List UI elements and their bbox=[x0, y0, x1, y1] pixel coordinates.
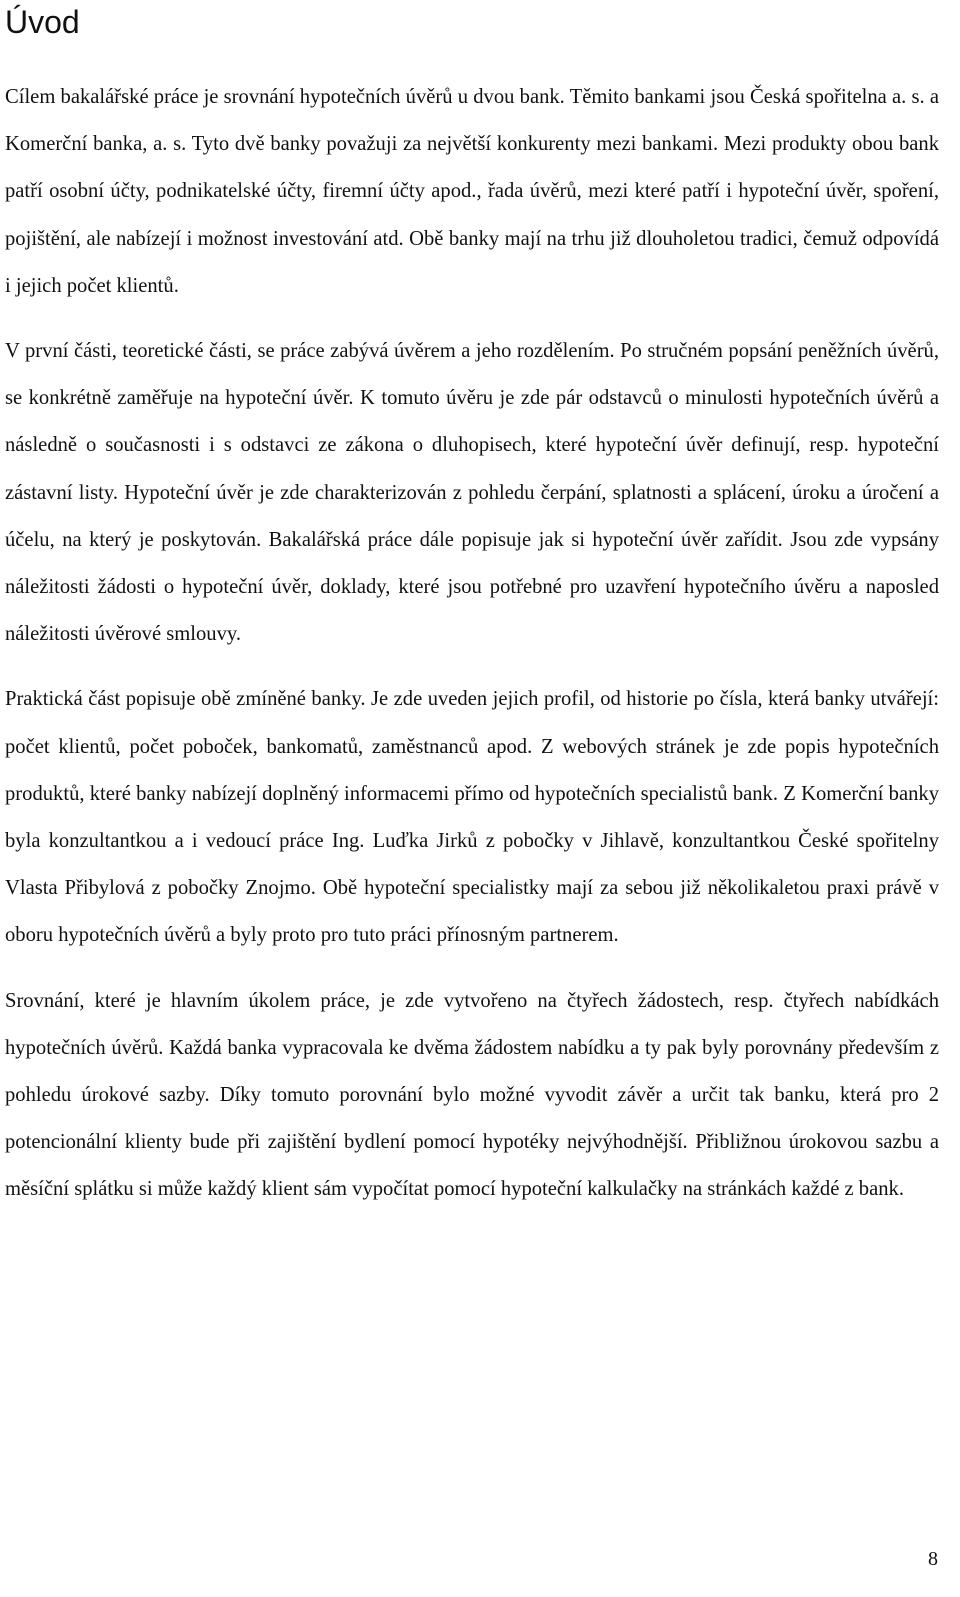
page-title: Úvod bbox=[5, 4, 80, 40]
page-number: 8 bbox=[928, 1548, 938, 1570]
paragraph-theoretical-part: V první části, teoretické části, se práce zabývá úvěrem a jeho rozdělením. Po stručném popsání peněžních úvěrů, se konkrétně zaměřuje na hypoteční úvěr. K tomuto úvěru je zde pár odstavců o minulosti hypotečních úvěrů a následně o současnosti i s odstavci ze zákona o dluhopisech, které hypoteční úvěr definují, resp. hypoteční zástavní listy. Hypoteční úvěr je zde charakterizován z pohledu čerpání, splatnosti a splácení, úroku a úročení a účelu, na který je poskytován. Bakalářská práce dále popisuje jak si hypoteční úvěr zařídit. Jsou zde vypsány náležitosti žádosti o hypoteční úvěr, doklady, které jsou potřebné pro uzavření hypotečního úvěru a naposled náležitosti úvěrové smlouvy. bbox=[5, 340, 939, 646]
paragraph-introduction: Cílem bakalářské práce je srovnání hypotečních úvěrů u dvou bank. Těmito bankami jsou Česká spořitelna a. s. a Komerční banka, a. s. Tyto dvě banky považuji za největší konkurenty mezi bankami. Mezi produkty obou bank patří osobní účty, podnikatelské účty, firemní účty apod., řada úvěrů, mezi které patří i hypoteční úvěr, spoření, pojištění, ale nabízejí i možnost investování atd. Obě banky mají na trhu již dlouholetou tradici, čemuž odpovídá i jejich počet klientů. bbox=[5, 86, 939, 297]
paragraph-practical-part: Praktická část popisuje obě zmíněné banky. Je zde uveden jejich profil, od historie po čísla, která banky utvářejí: počet klientů, počet poboček, bankomatů, zaměstnanců apod. Z webových stránek je zde popis hypotečních produktů, které banky nabízejí doplněný informacemi přímo od hypotečních specialistů bank. Z Komerční banky byla konzultantkou a i vedoucí práce Ing. Luďka Jirků z pobočky v Jihlavě, konzultantkou České spořitelny Vlasta Přibylová z pobočky Znojmo. Obě hypoteční specialistky mají za sebou již několikaletou praxi právě v oboru hypotečních úvěrů a byly proto pro tuto práci přínosným partnerem. bbox=[5, 688, 939, 947]
document-body bbox=[5, 74, 939, 1232]
paragraph-comparison: Srovnání, které je hlavním úkolem práce, je zde vytvořeno na čtyřech žádostech, resp. čtyřech nabídkách hypotečních úvěrů. Každá banka vypracovala ke dvěma žádostem nabídku a ty pak byly porovnány především z pohledu úrokové sazby. Díky tomuto porovnání bylo možné vyvodit závěr a určit tak banku, která pro 2 potencionální klienty bude při zajištění bydlení pomocí hypotéky nejvýhodnější. Přibližnou úrokovou sazbu a měsíční splátku si může každý klient sám vypočítat pomocí hypoteční kalkulačky na stránkách každé z bank. bbox=[5, 989, 939, 1201]
